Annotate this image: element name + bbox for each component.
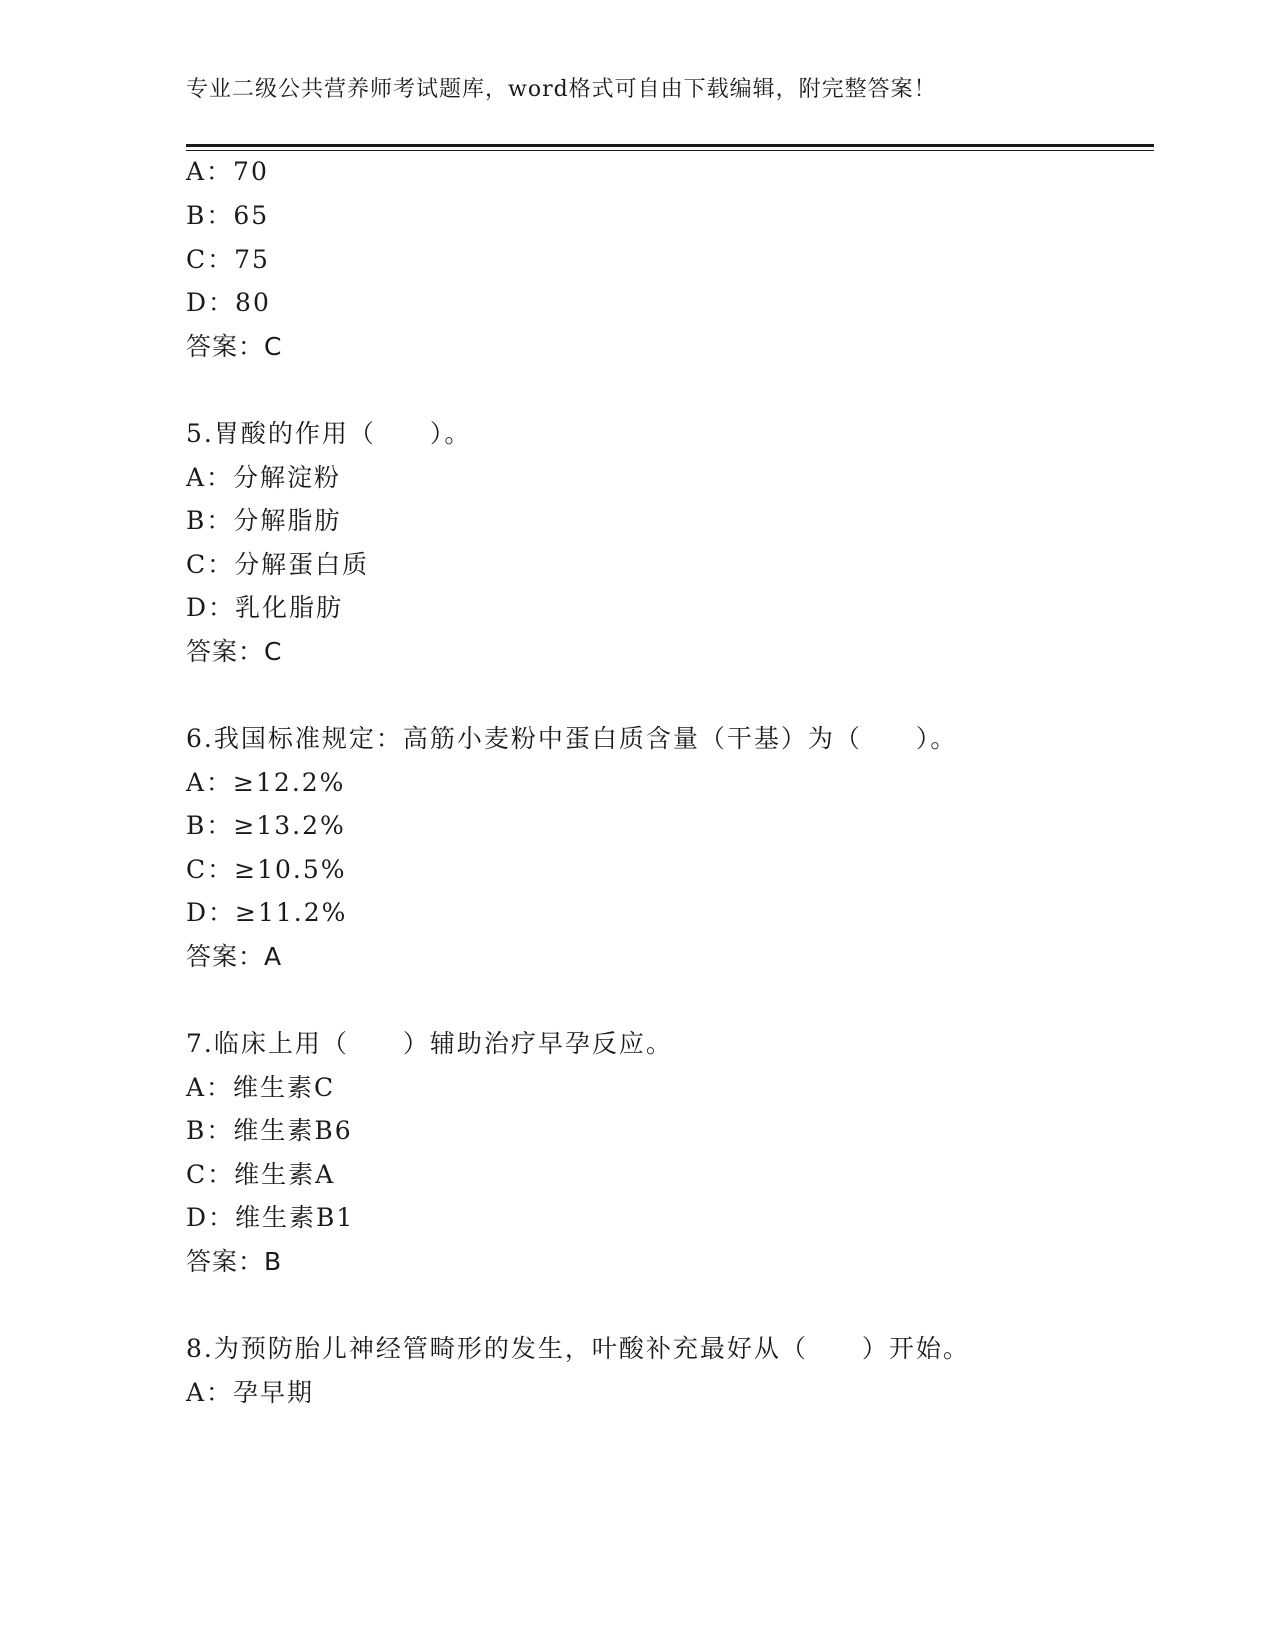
q5-option-c: C：分解蛋白质	[186, 550, 370, 579]
q7-option-b: B：维生素B6	[186, 1116, 353, 1145]
q8-stem: 8.为预防胎儿神经管畸形的发生，叶酸补充最好从（ ）开始。	[186, 1334, 970, 1363]
q6-option-d: D：≥11.2%	[186, 898, 348, 927]
q5-stem: 5.胃酸的作用（ ）。	[186, 419, 472, 448]
q6-answer: 答案：A	[186, 942, 283, 971]
q6-option-c: C：≥10.5%	[186, 855, 347, 884]
q4-option-b: B：65	[186, 201, 270, 230]
q6-stem: 6.我国标准规定：高筋小麦粉中蛋白质含量（干基）为（ ）。	[186, 724, 958, 753]
q7-answer: 答案：B	[186, 1247, 283, 1276]
q5-answer: 答案：C	[186, 637, 283, 666]
header-rule-thick	[186, 144, 1154, 147]
q5-option-a: A：分解淀粉	[186, 463, 342, 492]
q8-option-a: A：孕早期	[186, 1378, 315, 1407]
header-rule-thin	[186, 150, 1154, 151]
q7-option-a: A：维生素C	[186, 1073, 336, 1102]
q4-answer: 答案：C	[186, 332, 283, 361]
q7-option-d: D：维生素B1	[186, 1203, 355, 1232]
q6-option-a: A：≥12.2%	[186, 768, 346, 797]
q4-option-c: C：75	[186, 245, 270, 274]
q6-option-b: B：≥13.2%	[186, 811, 346, 840]
q7-stem: 7.临床上用（ ）辅助治疗早孕反应。	[186, 1029, 673, 1058]
q5-option-b: B：分解脂肪	[186, 506, 342, 535]
q7-option-c: C：维生素A	[186, 1160, 336, 1189]
q4-option-d: D：80	[186, 288, 271, 317]
q4-option-a: A：70	[186, 157, 269, 186]
page-header: 专业二级公共营养师考试题库，word格式可自由下载编辑，附完整答案！	[186, 77, 937, 102]
q5-option-d: D：乳化脂肪	[186, 593, 344, 622]
